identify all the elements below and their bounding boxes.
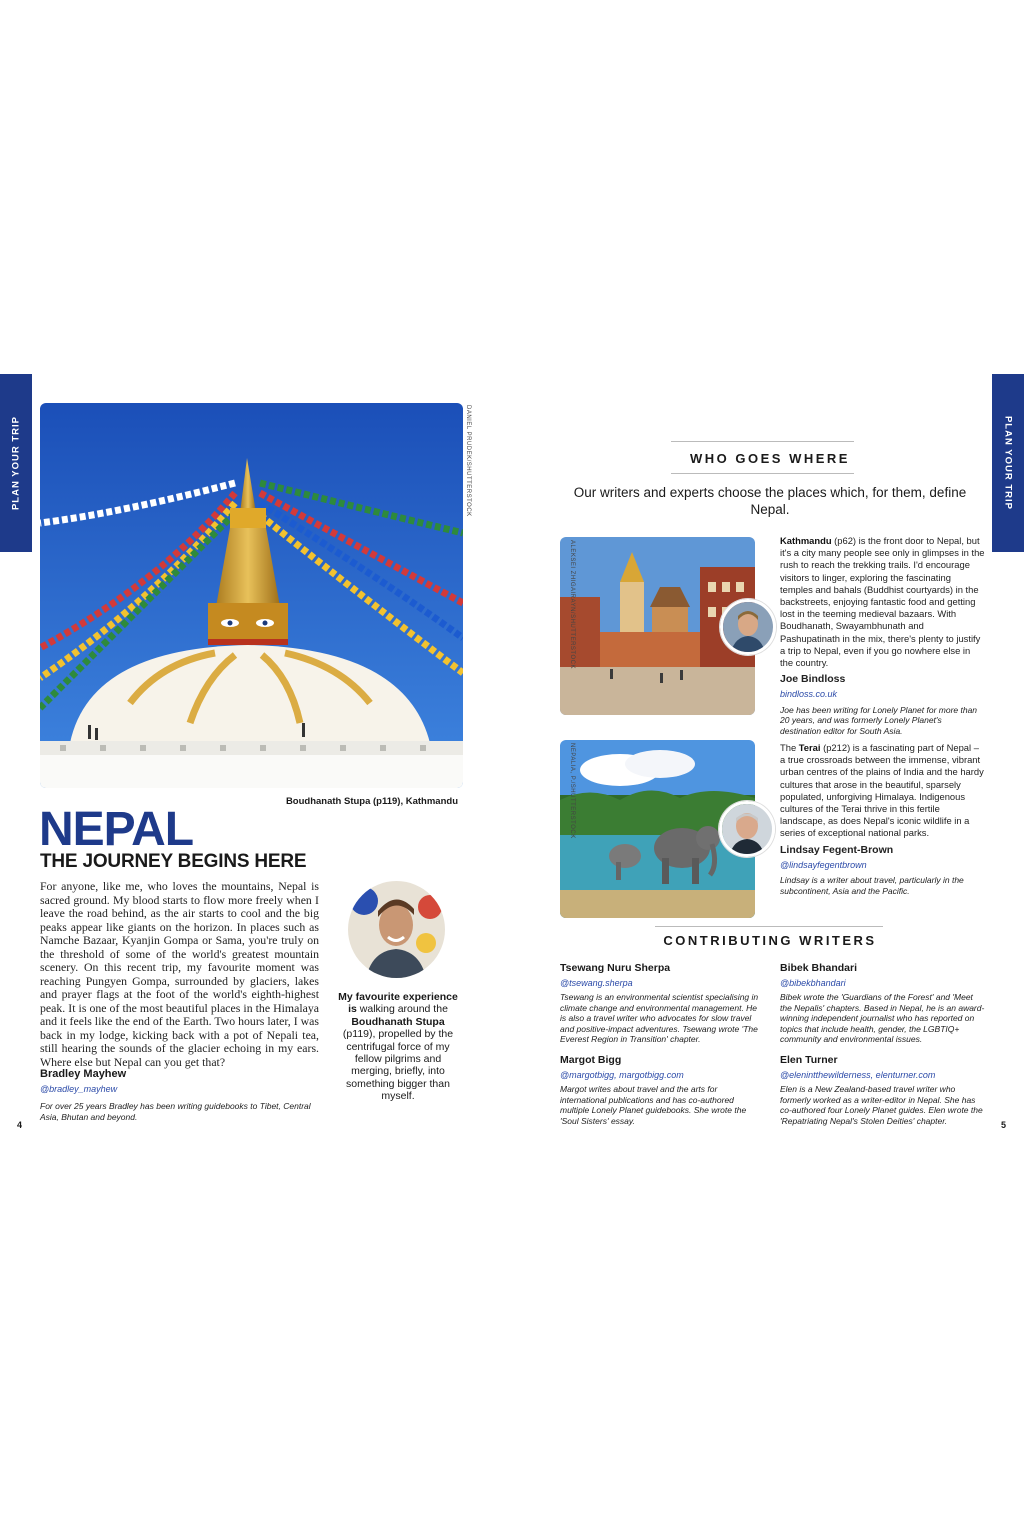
contributor-bio: Tsewang is an environmental scientist specialising in climate change and environmental management. He is also a travel writer who advocates for slow travel and positive-impact adventures. Tsewang wrote 'The Everest Region in Transition' chapter. [560, 992, 759, 1044]
writer-name: Joe Bindloss [780, 673, 846, 686]
plan-your-trip-tab-left [0, 374, 32, 552]
author-bio: For over 25 years Bradley has been writing guidebooks to Tibet, Central Asia, Bhutan and beyond. [40, 1101, 311, 1122]
boudhanath-stupa-photo [40, 403, 463, 788]
contributor [780, 962, 985, 1045]
quote-pre: walking around the [359, 1003, 448, 1016]
tab-label: PLAN YOUR TRIP [10, 415, 22, 511]
page-title: NEPAL [39, 803, 194, 856]
favourite-experience-quote [337, 991, 459, 1103]
contributing-writers-heading: CONTRIBUTING WRITERS [663, 933, 877, 948]
page-number-left: 4 [17, 1120, 23, 1130]
divider [671, 441, 854, 442]
terai-entry [780, 742, 985, 896]
divider [671, 473, 854, 474]
intro-body: For anyone, like me, who loves the mountains, Nepal is sacred ground. My blood starts to flow more freely when I leave the road behind, as the air starts to cool and the big peaks appear like giants on the horizon. In places such as Namche Bazaar, Kyanjin Gompa or Sama, you're truly on the threshold of some of the world's greatest mountain scenery. On this recent trip, my favourite moment was reaching Pungyen Gompa, surrounded by glaciers, lakes and prayer flags at the foot of the world's eighth-highest peak. It is one of the most beautiful places in the Himalaya and it feels like the end of the Earth. Two hours later, I was back in my lodge, kicking back with a pot of Nepali tea, still hearing the sounds of the glacier echoing in my ears. Where else but Nepal can you get that? [40, 879, 319, 1069]
kathmandu-text [780, 535, 985, 669]
contributor [560, 1054, 765, 1126]
lindsay-fegent-brown-avatar [719, 801, 775, 857]
contributor-handle[interactable]: @elenintthewilderness, elenturner.com [780, 1070, 936, 1080]
contributor-bio: Bibek wrote the 'Guardians of the Forest' and 'Meet the Nepalis' chapters. Based in Nepal, he is an award-winning independent journalist who has reported on topics that include health, gender, the LGBTIQ+ community and environmental issues. [780, 992, 985, 1044]
contributor-handle[interactable]: @bibekbhandari [780, 978, 846, 988]
author-name: Bradley Mayhew [40, 1068, 127, 1080]
contributor [780, 1054, 985, 1126]
contributor-handle[interactable]: @margotbigg, margotbigg.com [560, 1070, 684, 1080]
writer-name: Lindsay Fegent-Brown [780, 843, 894, 856]
terai-description: (p212) is a fascinating part of Nepal – a true crossroads between the immense, vibrant urban centres of the plains of India and the hardy cultures that arose in the beautiful, sparsely populated, unforgiving Himalaya. Indigenous cultures of the Terai thrive in this fertile landscape, as does Nepal's iconic wildlife in a series of exceptional national parks. [780, 742, 984, 839]
who-goes-where-heading: WHO GOES WHERE [690, 451, 850, 466]
hero-caption: Boudhanath Stupa (p119), Kathmandu [285, 796, 458, 807]
joe-bindloss-avatar [720, 599, 776, 655]
plan-your-trip-tab-right [992, 374, 1024, 552]
writer-handle[interactable]: @lindsayfegentbrown [780, 859, 867, 870]
terai-text [780, 742, 985, 840]
contributor-name: Elen Turner [780, 1054, 838, 1066]
who-goes-where-lead: Our writers and experts choose the places which, for them, define Nepal. [573, 485, 967, 517]
writer-bio: Joe has been writing for Lonely Planet for more than 20 years, and was formerly Lonely Planet's destination editor for South Asia. [780, 704, 978, 736]
writer-handle[interactable]: bindloss.co.uk [780, 689, 838, 700]
tab-label: PLAN YOUR TRIP [1002, 415, 1014, 511]
kathmandu-description: (p62) is the front door to Nepal, but it's a city many people see only in glimpses in the rush to reach the trekking trails. I'd encourage visitors to linger, exploring the fascinating temples and bahals (Buddhist courtyards) in the backstreets, enjoying fantastic food and getting lost in the teeming medieval bazaars. With Boudhanath, Swayambhunath and Pashupatinath in the mix, there's plenty to justify a trip to Nepal, even if you go nowhere else in the country. [780, 535, 985, 669]
page-number-right: 5 [1001, 1120, 1007, 1130]
hero-photo-credit: DANIEL PRUDEK/SHUTTERSTOCK [465, 405, 471, 517]
quote-lead: My favourite experience is [338, 991, 458, 1016]
quote-place: Boudhanath Stupa [351, 1015, 445, 1028]
divider [655, 926, 883, 927]
contributor-handle[interactable]: @tsewang.sherpa [560, 978, 633, 988]
contributor-name: Margot Bigg [560, 1054, 622, 1066]
terai-prefix: The [780, 742, 797, 753]
contributor-name: Bibek Bhandari [780, 962, 858, 974]
terai-place: Terai [798, 742, 821, 753]
author-portrait [348, 881, 445, 978]
contributor-bio: Margot writes about travel and the arts for international publications and has co-authored multiple Lonely Planet guidebooks. She wrote the 'Soul Sisters' essay. [560, 1084, 747, 1126]
kathmandu-place: Kathmandu [780, 535, 832, 546]
kathmandu-entry [780, 535, 985, 736]
contributor-bio: Elen is a New Zealand-based travel writer who formerly worked as a writer-editor in Nepal. She has co-authored four Lonely Planet guides. Elen wrote the 'Repatriating Nepal's Stolen Deities' chapter. [780, 1084, 983, 1126]
quote-rest: (p119), propelled by the centrifugal force of my fellow pilgrims and merging, briefly, into something bigger than myself. [342, 1028, 454, 1103]
contributor [560, 962, 765, 1045]
author-handle[interactable]: @bradley_mayhew [40, 1084, 118, 1094]
page-subtitle: THE JOURNEY BEGINS HERE [40, 851, 307, 872]
kathmandu-photo-credit: ALEKSEI ZHIGAIRAYN/SHUTTERSTOCK [569, 540, 575, 669]
writer-bio: Lindsay is a writer about travel, particularly in the subcontinent, Asia and the Pacific. [780, 875, 964, 896]
terai-photo-credit: NEPALIA, P./SHUTTERSTOCK [569, 743, 575, 839]
contributor-name: Tsewang Nuru Sherpa [560, 962, 671, 974]
